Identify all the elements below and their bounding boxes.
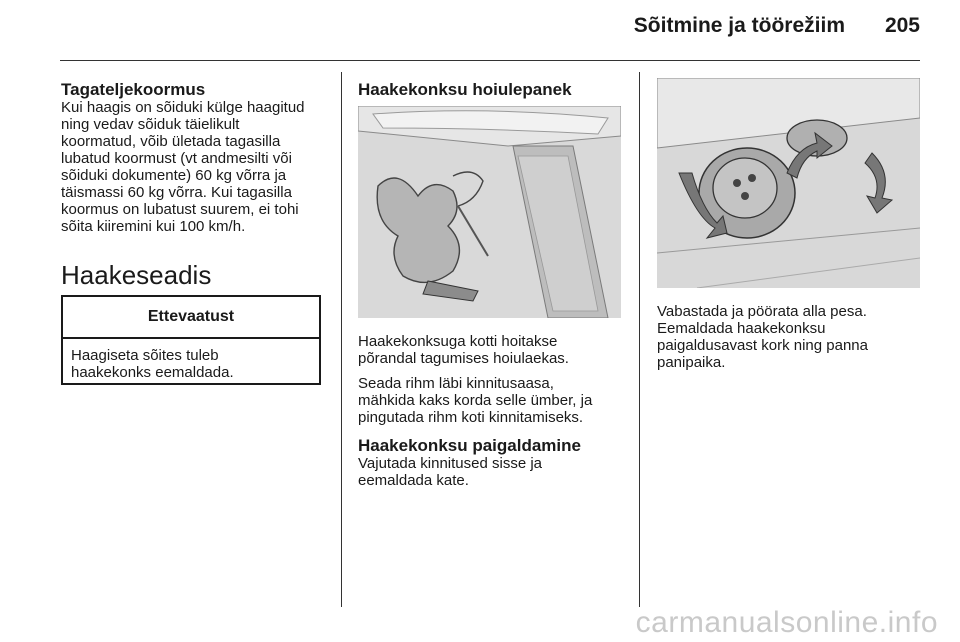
- column-middle-heading: [358, 80, 628, 99]
- caution-title: Ettevaatust: [63, 297, 319, 339]
- text-line: mähkida kaks korda selle ümber, ja: [358, 392, 593, 409]
- storage-compartment-graphic: [358, 106, 621, 318]
- text-line: koormatud, võib ületada tagasilla: [61, 133, 281, 150]
- text-line: Kui haagis on sõiduki külge haagitud: [61, 99, 305, 116]
- illustration-hook-storage-bag: [358, 106, 621, 318]
- text-line: täismassi 60 kg võrra. Kui tagasilla: [61, 184, 292, 201]
- column-divider-right: [639, 72, 640, 607]
- text-line: Haagiseta sõites tuleb: [71, 347, 219, 364]
- text-line: Vabastada ja pöörata alla pesa.: [657, 303, 867, 320]
- text-line: Haakekonksuga kotti hoitakse: [358, 333, 558, 350]
- text-line: Eemaldada haakekonksu: [657, 320, 826, 337]
- paragraph-storage-location: [358, 333, 628, 367]
- column-middle-text: [358, 333, 628, 489]
- column-divider-left: [341, 72, 342, 607]
- text-line: haakekonks eemaldada.: [71, 364, 234, 381]
- text-line: Vajutada kinnitused sisse ja: [358, 455, 542, 472]
- text-line: pingutada rihm koti kinnitamiseks.: [358, 409, 584, 426]
- text-line: sõita kiiremini kui 100 km/h.: [61, 218, 246, 235]
- caution-box: [61, 295, 321, 385]
- watermark: carmanualsonline.info: [635, 606, 938, 639]
- main-heading-towing-device: Haakeseadis: [61, 260, 212, 290]
- text-line: põrandal tagumises hoiulaekas.: [358, 350, 569, 367]
- heading-hook-storage: Haakekonksu hoiulepanek: [358, 80, 572, 99]
- page-number: 205: [884, 14, 920, 37]
- text-line: ning vedav sõiduk täielikult: [61, 116, 240, 133]
- section-text-rear-axle-load: [61, 99, 331, 235]
- text-line: eemaldada kate.: [358, 472, 469, 489]
- paragraph-strap-instructions: [358, 375, 628, 426]
- paragraph-installation: [358, 455, 628, 489]
- main-heading-block: [61, 260, 331, 290]
- text-line: panipaika.: [657, 354, 726, 371]
- text-line: koormus on lubatust suurem, ei tohi: [61, 201, 299, 218]
- text-line: lubatud koormust (vt andmesilti või: [61, 150, 292, 167]
- caution-text: [63, 339, 319, 381]
- text-line: Seada rihm läbi kinnitusaasa,: [358, 375, 554, 392]
- heading-hook-installation: Haakekonksu paigaldamine: [358, 436, 581, 455]
- column-left: [61, 80, 331, 235]
- column-right-text: [657, 303, 927, 371]
- text-line: paigaldusavast kork ning panna: [657, 337, 868, 354]
- illustration-socket-rotation: [657, 78, 920, 288]
- section-heading-rear-axle-load: Tagateljekoormus: [61, 80, 206, 99]
- page-title: Sõitmine ja töörežiim: [633, 14, 845, 37]
- socket-graphic: [657, 78, 920, 288]
- text-line: sõiduki dokumente) 60 kg võrra ja: [61, 167, 287, 184]
- header-divider: [60, 60, 920, 61]
- paragraph-socket-instructions: [657, 303, 927, 371]
